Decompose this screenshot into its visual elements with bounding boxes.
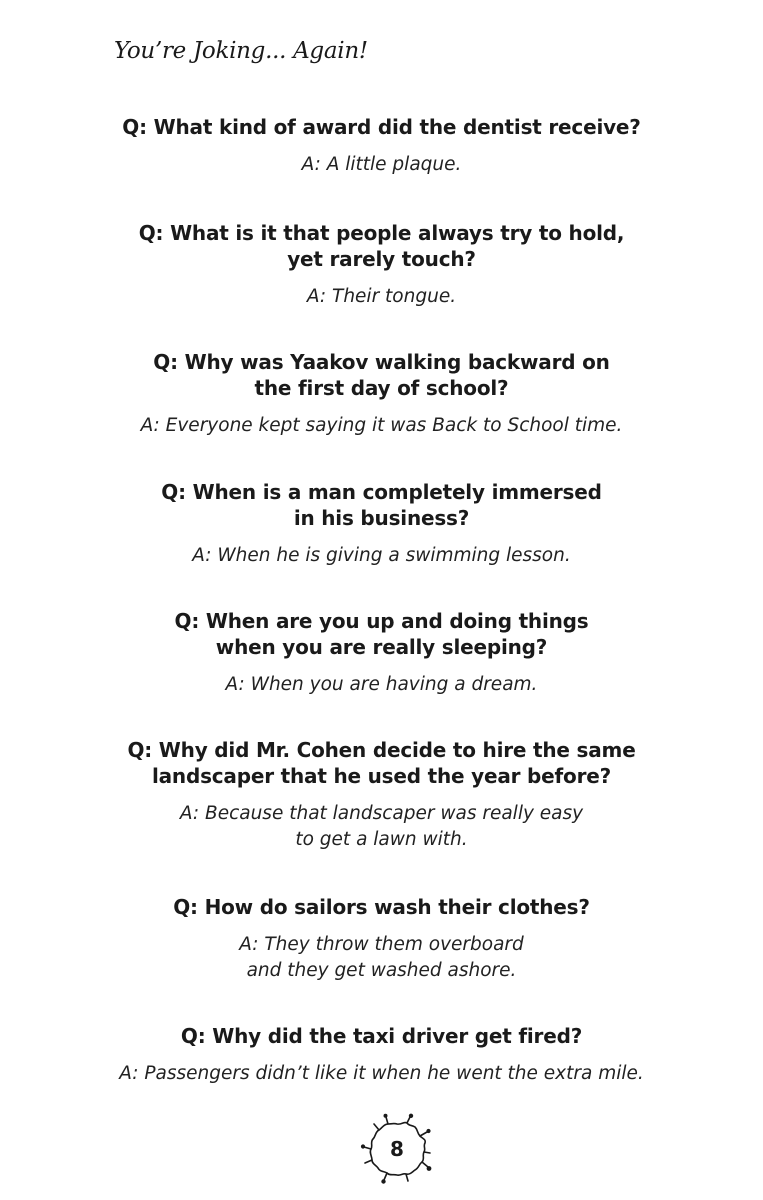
riddle-question: Q: Why did Mr. Cohen decide to hire the same landscaper that he used the year before? — [127, 738, 636, 788]
riddle-item — [0, 220, 763, 310]
riddle-item — [0, 349, 763, 439]
riddle-answer: A: When you are having a dream. — [225, 674, 538, 695]
riddle-answer: A: When he is giving a swimming lesson. — [192, 545, 571, 566]
riddle-question: Q: What is it that people always try to hold, yet rarely touch? — [138, 221, 625, 271]
riddle-question: Q: Why did the taxi driver get fired? — [180, 1024, 583, 1048]
riddle-answer: A: Their tongue. — [306, 286, 457, 307]
riddle-question: Q: When is a man completely immersed in his business? — [161, 480, 602, 530]
riddle-answer: A: Because that landscaper was really easy to get a lawn with. — [179, 803, 584, 850]
riddle-item — [0, 1023, 763, 1087]
riddle-question: Q: When are you up and doing things when you are really sleeping? — [174, 609, 589, 659]
riddle-question: Q: Why was Yaakov walking backward on the first day of school? — [153, 350, 610, 400]
page-number-badge — [360, 1112, 434, 1186]
running-head-title: You’re Joking... Again! — [114, 38, 368, 64]
riddle-item — [0, 737, 763, 853]
page-number: 8 — [390, 1137, 404, 1161]
riddle-answer: A: Passengers didn’t like it when he went the extra mile. — [119, 1063, 644, 1084]
riddle-question: Q: How do sailors wash their clothes? — [173, 895, 590, 919]
riddle-item — [0, 608, 763, 698]
riddle-item — [0, 114, 763, 178]
riddle-question: Q: What kind of award did the dentist receive? — [122, 115, 641, 139]
riddle-answer: A: Everyone kept saying it was Back to School time. — [140, 415, 623, 436]
riddle-answer: A: They throw them overboard and they get washed ashore. — [239, 934, 524, 981]
riddle-answer: A: A little plaque. — [301, 154, 462, 175]
riddle-item — [0, 894, 763, 984]
riddle-item — [0, 479, 763, 569]
